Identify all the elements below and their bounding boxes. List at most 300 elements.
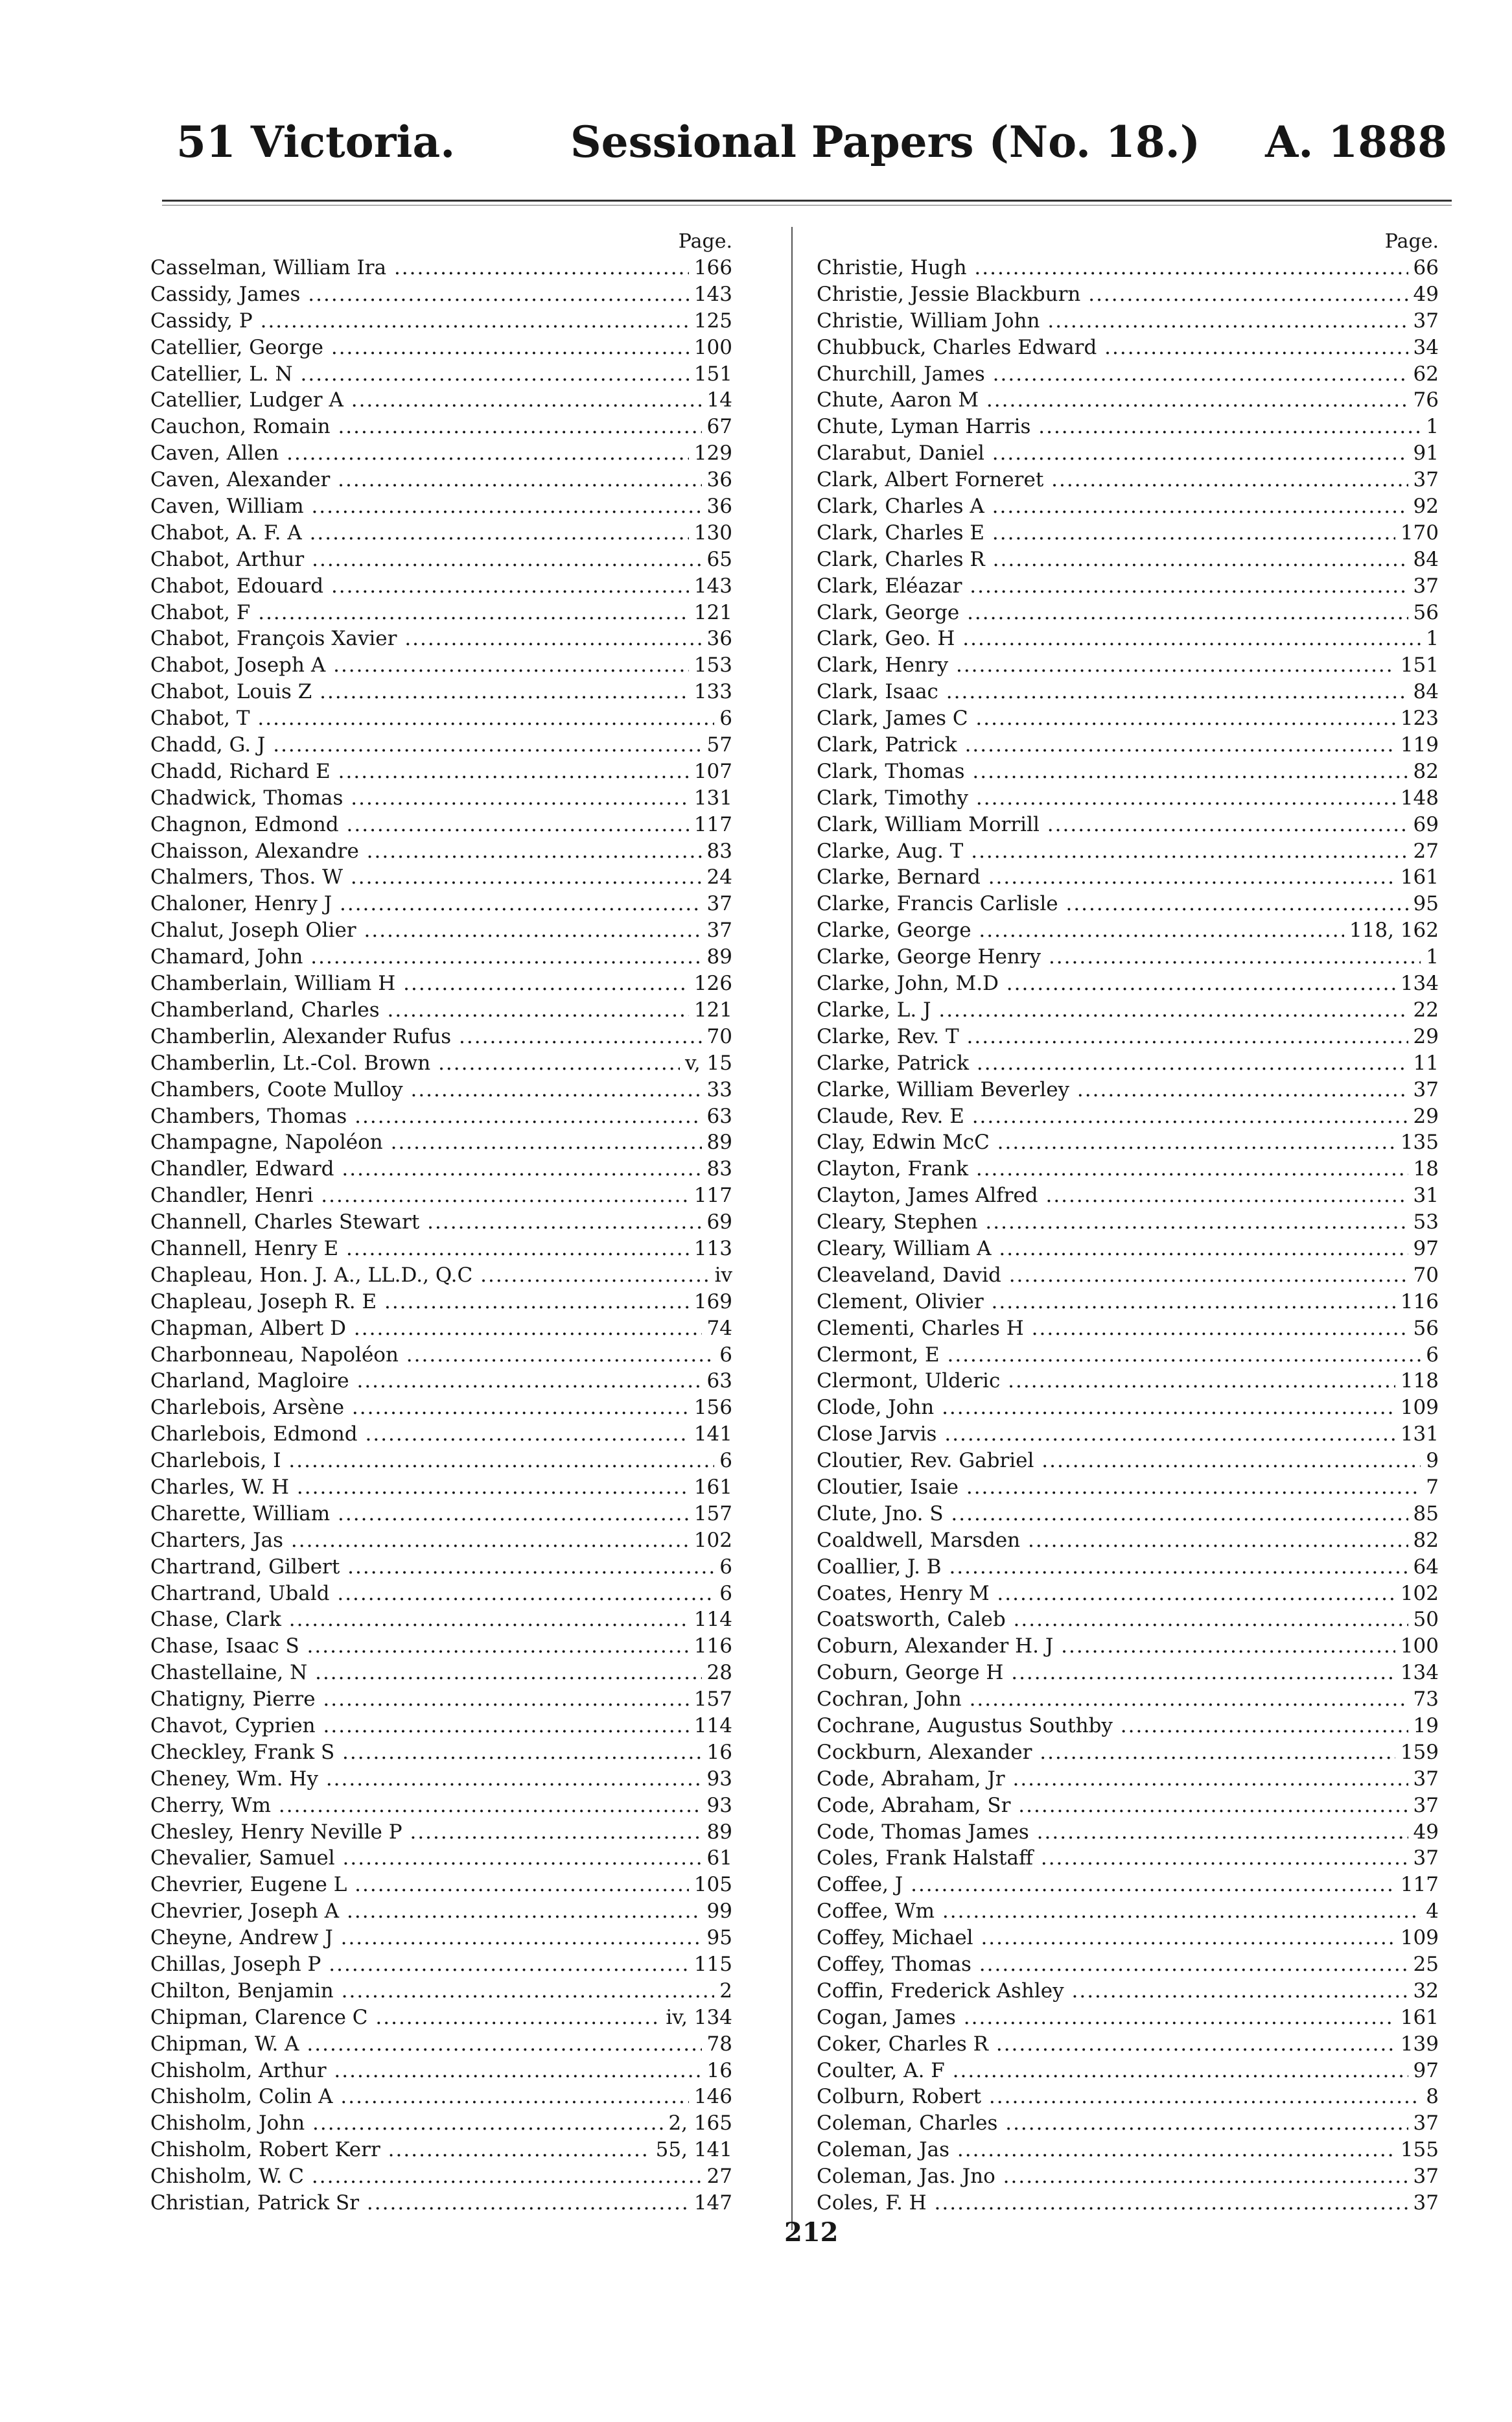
entry-name: Clarabut, Daniel ..... — [817, 440, 1439, 467]
index-entry — [817, 2190, 1439, 2216]
entry-page: 141 — [689, 1421, 732, 1448]
entry-page: 37 — [702, 891, 732, 917]
index-entry — [817, 2031, 1439, 2058]
entry-name: Chabot, Edouard ..... — [150, 573, 732, 600]
entry-page: 33 — [702, 1077, 732, 1103]
index-entry — [817, 1819, 1439, 1846]
index-entry — [817, 335, 1439, 361]
index-entry — [150, 2110, 732, 2137]
entry-name: Chavot, Cyprien ..... — [150, 1713, 732, 1739]
entry-page: 27 — [1408, 838, 1439, 865]
index-entry — [150, 1156, 732, 1182]
index-entry — [817, 970, 1439, 997]
entry-name: Chabot, F ..... — [150, 600, 732, 626]
entry-name: Coles, F. H ..... — [817, 2190, 1439, 2216]
entry-page: 69 — [1408, 812, 1439, 838]
entry-name: Chipman, Clarence C ..... — [150, 2005, 732, 2031]
entry-page: 93 — [702, 1793, 732, 1819]
entry-page: 116 — [1395, 1289, 1439, 1315]
entry-page: 2 — [714, 1978, 732, 2005]
index-entry — [817, 944, 1439, 970]
header-title: Sessional Papers (No. 18.) — [570, 117, 1200, 167]
entry-name: Chamberlin, Lt.-Col. Brown ..... — [150, 1050, 732, 1077]
entry-page: 117 — [689, 812, 732, 838]
entry-name: Chambers, Coote Mulloy ..... — [150, 1077, 732, 1103]
header-rule — [162, 200, 1452, 202]
index-entry — [817, 573, 1439, 600]
entry-name: Clark, Timothy ..... — [817, 785, 1439, 812]
page-column-heading: Page. — [678, 230, 732, 253]
entry-page: 118 — [1395, 1368, 1439, 1394]
entry-page: 29 — [1408, 1103, 1439, 1130]
entry-page: 4 — [1421, 1898, 1439, 1925]
index-entry — [817, 1739, 1439, 1766]
entry-page: 118, 162 — [1344, 917, 1439, 944]
index-entry — [817, 1024, 1439, 1050]
entry-name: Clayton, James Alfred ..... — [817, 1182, 1439, 1209]
index-entry — [817, 864, 1439, 891]
entry-page: 37 — [1408, 467, 1439, 493]
index-entry — [817, 1633, 1439, 1660]
index-column-right — [817, 228, 1439, 2216]
entry-page: 155 — [1395, 2137, 1439, 2163]
index-entry — [817, 1660, 1439, 1686]
entry-page: 159 — [1395, 1739, 1439, 1766]
entry-name: Chamberland, Charles ..... — [150, 997, 732, 1024]
index-entry — [817, 467, 1439, 493]
entry-name: Chisholm, Robert Kerr ..... — [150, 2137, 732, 2163]
entry-page: 34 — [1408, 335, 1439, 361]
index-entry — [817, 2137, 1439, 2163]
entry-page: iv — [710, 1262, 732, 1289]
entry-name: Coulter, A. F ..... — [817, 2058, 1439, 2084]
index-entry — [150, 2163, 732, 2190]
index-entry — [150, 1713, 732, 1739]
entry-name: Chapleau, Joseph R. E ..... — [150, 1289, 732, 1315]
index-entry — [150, 1050, 732, 1077]
index-entry — [817, 1713, 1439, 1739]
index-entry — [150, 1554, 732, 1581]
entry-name: Chandler, Edward ..... — [150, 1156, 732, 1182]
entry-page: 151 — [689, 361, 732, 388]
entry-page: 116 — [689, 1633, 732, 1660]
entry-name: Champagne, Napoléon ..... — [150, 1129, 732, 1156]
header-year: A. 1888 — [1265, 117, 1447, 167]
entry-page: 28 — [702, 1660, 732, 1686]
entry-name: Clarke, Rev. T ..... — [817, 1024, 1439, 1050]
entry-page: 114 — [689, 1713, 732, 1739]
entry-name: Christian, Patrick Sr ..... — [150, 2190, 732, 2216]
index-entry — [150, 1845, 732, 1872]
entry-page: 130 — [689, 520, 732, 547]
entry-name: Coffee, Wm ..... — [817, 1898, 1439, 1925]
entry-name: Chambers, Thomas ..... — [150, 1103, 732, 1130]
entry-page: 37 — [1408, 1845, 1439, 1872]
index-entry — [817, 1581, 1439, 1607]
index-entry — [817, 1315, 1439, 1342]
entry-name: Cassidy, James ..... — [150, 281, 732, 308]
entry-page: 114 — [689, 1606, 732, 1633]
entry-page: 25 — [1408, 1951, 1439, 1978]
index-entry — [817, 1845, 1439, 1872]
entry-page: 32 — [1408, 1978, 1439, 2005]
entry-name: Chandler, Henri ..... — [150, 1182, 732, 1209]
entry-page: 18 — [1408, 1156, 1439, 1182]
entry-name: Clark, Albert Forneret ..... — [817, 467, 1439, 493]
entry-page: 9 — [1421, 1448, 1439, 1474]
entry-name: Code, Thomas James ..... — [817, 1819, 1439, 1846]
entry-page: 83 — [702, 838, 732, 865]
entry-name: Cherry, Wm ..... — [150, 1793, 732, 1819]
entry-name: Clarke, L. J ..... — [817, 997, 1439, 1024]
index-entry — [817, 387, 1439, 414]
entry-page: 109 — [1395, 1925, 1439, 1951]
entry-page: 169 — [689, 1289, 732, 1315]
entry-page: 107 — [689, 758, 732, 785]
entry-name: Clermont, Ulderic ..... — [817, 1368, 1439, 1394]
index-entry — [817, 838, 1439, 865]
index-entry — [150, 785, 732, 812]
index-entry — [817, 1368, 1439, 1394]
entry-name: Chamberlin, Alexander Rufus ..... — [150, 1024, 732, 1050]
entry-name: Chisholm, Colin A ..... — [150, 2084, 732, 2110]
index-entry — [817, 1103, 1439, 1130]
entry-page: 61 — [702, 1845, 732, 1872]
index-entry — [817, 1077, 1439, 1103]
entry-page: 27 — [702, 2163, 732, 2190]
index-entry — [150, 1368, 732, 1394]
entry-page: 57 — [702, 732, 732, 758]
entry-page: 117 — [1395, 1872, 1439, 1898]
entry-name: Chubbuck, Charles Edward ..... — [817, 335, 1439, 361]
index-entry — [817, 1872, 1439, 1898]
entry-page: 1 — [1421, 944, 1439, 970]
entry-name: Cockburn, Alexander ..... — [817, 1739, 1439, 1766]
header-rule-thin — [162, 205, 1452, 206]
index-entry — [817, 414, 1439, 440]
index-entry — [150, 1289, 732, 1315]
entry-name: Clarke, George Henry ..... — [817, 944, 1439, 970]
entry-name: Clayton, Frank ..... — [817, 1156, 1439, 1182]
entry-page: 29 — [1408, 1024, 1439, 1050]
entry-name: Chevalier, Samuel ..... — [150, 1845, 732, 1872]
entry-name: Clark, George ..... — [817, 600, 1439, 626]
entry-name: Coburn, Alexander H. J ..... — [817, 1633, 1439, 1660]
entry-page: 100 — [689, 335, 732, 361]
entry-page: 95 — [1408, 891, 1439, 917]
index-entry — [150, 1501, 732, 1527]
entry-name: Clark, Isaac ..... — [817, 679, 1439, 705]
entry-name: Cleary, Stephen ..... — [817, 1209, 1439, 1236]
entry-page: 6 — [714, 1554, 732, 1581]
index-entry — [150, 600, 732, 626]
entry-page: 16 — [702, 2058, 732, 2084]
entry-page: 37 — [1408, 1766, 1439, 1793]
index-entry — [817, 547, 1439, 573]
entry-name: Cleaveland, David ..... — [817, 1262, 1439, 1289]
entry-page: 63 — [702, 1368, 732, 1394]
entry-name: Chipman, W. A ..... — [150, 2031, 732, 2058]
entry-page: 121 — [689, 600, 732, 626]
index-entry — [150, 1342, 732, 1369]
entry-name: Caven, William ..... — [150, 493, 732, 520]
entry-name: Cleary, William A ..... — [817, 1236, 1439, 1262]
index-entry — [150, 1315, 732, 1342]
index-entry — [150, 917, 732, 944]
entry-page: 148 — [1395, 785, 1439, 812]
entry-page: 119 — [1395, 732, 1439, 758]
entry-page: 37 — [1408, 2110, 1439, 2137]
entry-page: 131 — [1395, 1421, 1439, 1448]
entry-name: Chastellaine, N ..... — [150, 1660, 732, 1686]
index-entry — [150, 891, 732, 917]
entry-name: Chute, Lyman Harris ..... — [817, 414, 1439, 440]
entry-page: 36 — [702, 467, 732, 493]
entry-name: Clark, James C ..... — [817, 705, 1439, 732]
entry-page: 53 — [1408, 1209, 1439, 1236]
entry-name: Chagnon, Edmond ..... — [150, 812, 732, 838]
index-entry — [150, 2058, 732, 2084]
entry-page: 63 — [702, 1103, 732, 1130]
entry-page: 49 — [1408, 281, 1439, 308]
index-entry — [150, 1633, 732, 1660]
index-entry — [150, 1474, 732, 1501]
entry-page: 92 — [1408, 493, 1439, 520]
entry-page: 70 — [1408, 1262, 1439, 1289]
index-entry — [817, 2110, 1439, 2137]
entry-page: 37 — [1408, 308, 1439, 335]
entry-page: 37 — [702, 917, 732, 944]
entry-page: 56 — [1408, 1315, 1439, 1342]
entry-page: 78 — [702, 2031, 732, 2058]
entry-name: Caven, Allen ..... — [150, 440, 732, 467]
entry-page: 166 — [689, 255, 732, 281]
index-entry — [817, 652, 1439, 679]
index-entry — [150, 2031, 732, 2058]
index-entry — [150, 361, 732, 388]
entry-name: Chadwick, Thomas ..... — [150, 785, 732, 812]
entry-name: Chaloner, Henry J ..... — [150, 891, 732, 917]
entry-page: 66 — [1408, 255, 1439, 281]
index-entry — [150, 308, 732, 335]
entry-page: 49 — [1408, 1819, 1439, 1846]
index-entry — [150, 255, 732, 281]
entry-name: Coaldwell, Marsden ..... — [817, 1527, 1439, 1554]
entry-page: 37 — [1408, 1793, 1439, 1819]
index-entry — [150, 467, 732, 493]
entry-name: Clarke, George ..... — [817, 917, 1439, 944]
entry-name: Clark, William Morrill ..... — [817, 812, 1439, 838]
entry-page: 113 — [689, 1236, 732, 1262]
entry-page: 115 — [689, 1951, 732, 1978]
index-entry — [150, 573, 732, 600]
index-entry — [817, 1156, 1439, 1182]
entry-name: Chaisson, Alexandre ..... — [150, 838, 732, 865]
entry-page: 22 — [1408, 997, 1439, 1024]
entry-page: 102 — [1395, 1581, 1439, 1607]
index-entry — [150, 997, 732, 1024]
entry-name: Coffey, Thomas ..... — [817, 1951, 1439, 1978]
index-entry — [817, 255, 1439, 281]
entry-page: 1 — [1421, 626, 1439, 652]
index-entry — [817, 1501, 1439, 1527]
entry-page: 97 — [1408, 1236, 1439, 1262]
entry-name: Chabot, Joseph A ..... — [150, 652, 732, 679]
entry-name: Checkley, Frank S ..... — [150, 1739, 732, 1766]
index-entry — [817, 1209, 1439, 1236]
entry-page: 131 — [689, 785, 732, 812]
index-entry — [150, 1819, 732, 1846]
index-entry — [817, 1289, 1439, 1315]
entry-name: Chabot, François Xavier ..... — [150, 626, 732, 652]
index-entry — [817, 732, 1439, 758]
index-entry — [150, 1925, 732, 1951]
index-entry — [817, 308, 1439, 335]
entry-page: 67 — [702, 414, 732, 440]
entry-page: 146 — [689, 2084, 732, 2110]
entry-page: 157 — [689, 1501, 732, 1527]
index-entry — [817, 1129, 1439, 1156]
index-entry — [150, 1394, 732, 1421]
index-entry — [817, 626, 1439, 652]
entry-name: Clark, Eléazar ..... — [817, 573, 1439, 600]
entry-page: 36 — [702, 493, 732, 520]
entry-name: Churchill, James ..... — [817, 361, 1439, 388]
index-entry — [150, 2005, 732, 2031]
index-entry — [150, 281, 732, 308]
index-entry — [817, 917, 1439, 944]
entry-name: Chisholm, John ..... — [150, 2110, 732, 2137]
entry-page: 100 — [1395, 1633, 1439, 1660]
entry-page: v, 15 — [680, 1050, 732, 1077]
index-entry — [150, 1024, 732, 1050]
entry-page: 82 — [1408, 1527, 1439, 1554]
entry-name: Charters, Jas ..... — [150, 1527, 732, 1554]
entry-name: Clarke, Aug. T ..... — [817, 838, 1439, 865]
index-entry — [150, 2084, 732, 2110]
entry-name: Catellier, L. N ..... — [150, 361, 732, 388]
index-entry — [817, 600, 1439, 626]
index-entry — [150, 1606, 732, 1633]
entry-page: 62 — [1408, 361, 1439, 388]
entry-name: Clark, Charles R ..... — [817, 547, 1439, 573]
index-entry — [150, 1103, 732, 1130]
index-entry — [150, 1448, 732, 1474]
entry-page: 123 — [1395, 705, 1439, 732]
index-entry — [150, 864, 732, 891]
index-entry — [150, 1978, 732, 2005]
index-entry — [817, 1978, 1439, 2005]
entry-page: 143 — [689, 281, 732, 308]
entry-page: 95 — [702, 1925, 732, 1951]
entry-page: 6 — [714, 1448, 732, 1474]
entry-name: Charette, William ..... — [150, 1501, 732, 1527]
page-column-heading: Page. — [1384, 230, 1439, 253]
entry-page: 134 — [1395, 970, 1439, 997]
page-header — [0, 117, 1512, 182]
entry-name: Chartrand, Gilbert ..... — [150, 1554, 732, 1581]
entry-name: Clermont, E ..... — [817, 1342, 1439, 1369]
entry-name: Coffey, Michael ..... — [817, 1925, 1439, 1951]
index-entry — [817, 1394, 1439, 1421]
index-entry — [817, 1527, 1439, 1554]
index-entry — [817, 1236, 1439, 1262]
entry-name: Coallier, J. B ..... — [817, 1554, 1439, 1581]
index-entry — [817, 440, 1439, 467]
entry-page: 84 — [1408, 679, 1439, 705]
index-entry — [817, 1951, 1439, 1978]
entry-name: Coffin, Frederick Ashley ..... — [817, 1978, 1439, 2005]
index-entry — [817, 1898, 1439, 1925]
entry-page: 102 — [689, 1527, 732, 1554]
column-divider — [791, 227, 793, 2230]
index-entry — [150, 679, 732, 705]
entry-name: Cogan, James ..... — [817, 2005, 1439, 2031]
entry-name: Coleman, Charles ..... — [817, 2110, 1439, 2137]
entry-name: Chabot, Louis Z ..... — [150, 679, 732, 705]
index-entry — [817, 1766, 1439, 1793]
entry-page: 83 — [702, 1156, 732, 1182]
index-entry — [817, 281, 1439, 308]
entry-name: Clarke, Francis Carlisle ..... — [817, 891, 1439, 917]
entry-name: Clarke, William Beverley ..... — [817, 1077, 1439, 1103]
index-entry — [817, 812, 1439, 838]
index-entry — [817, 2084, 1439, 2110]
index-entry — [150, 626, 732, 652]
entry-name: Cochran, John ..... — [817, 1686, 1439, 1713]
index-entry — [150, 1182, 732, 1209]
entry-page: 31 — [1408, 1182, 1439, 1209]
entry-page: 161 — [1395, 864, 1439, 891]
entry-name: Chalmers, Thos. W ..... — [150, 864, 732, 891]
index-entry — [817, 1554, 1439, 1581]
entry-page: 117 — [689, 1182, 732, 1209]
entry-name: Coleman, Jas. Jno ..... — [817, 2163, 1439, 2190]
entry-name: Close Jarvis ..... — [817, 1421, 1439, 1448]
entry-page: 36 — [702, 626, 732, 652]
entry-page: 134 — [1395, 1660, 1439, 1686]
index-entry — [150, 547, 732, 573]
entry-name: Catellier, Ludger A ..... — [150, 387, 732, 414]
entry-name: Chartrand, Ubald ..... — [150, 1581, 732, 1607]
index-entry — [817, 1606, 1439, 1633]
entry-name: Chillas, Joseph P ..... — [150, 1951, 732, 1978]
index-entry — [150, 758, 732, 785]
entry-name: Clarke, John, M.D ..... — [817, 970, 1439, 997]
index-entry — [150, 2190, 732, 2216]
entry-name: Chute, Aaron M ..... — [817, 387, 1439, 414]
entry-name: Cloutier, Rev. Gabriel ..... — [817, 1448, 1439, 1474]
index-entry — [150, 732, 732, 758]
entry-name: Charbonneau, Napoléon ..... — [150, 1342, 732, 1369]
entry-page: 84 — [1408, 547, 1439, 573]
index-entry — [817, 493, 1439, 520]
index-entry — [817, 1474, 1439, 1501]
entry-name: Cochrane, Augustus Southby ..... — [817, 1713, 1439, 1739]
entry-name: Chesley, Henry Neville P ..... — [150, 1819, 732, 1846]
entry-page: 133 — [689, 679, 732, 705]
entry-page: 121 — [689, 997, 732, 1024]
index-entry — [817, 2163, 1439, 2190]
index-entry — [150, 1209, 732, 1236]
entry-name: Clarke, Patrick ..... — [817, 1050, 1439, 1077]
entry-page: 65 — [702, 547, 732, 573]
entry-name: Chabot, A. F. A ..... — [150, 520, 732, 547]
entry-page: 7 — [1421, 1474, 1439, 1501]
entry-name: Coburn, George H ..... — [817, 1660, 1439, 1686]
index-entry — [150, 493, 732, 520]
entry-page: 143 — [689, 573, 732, 600]
